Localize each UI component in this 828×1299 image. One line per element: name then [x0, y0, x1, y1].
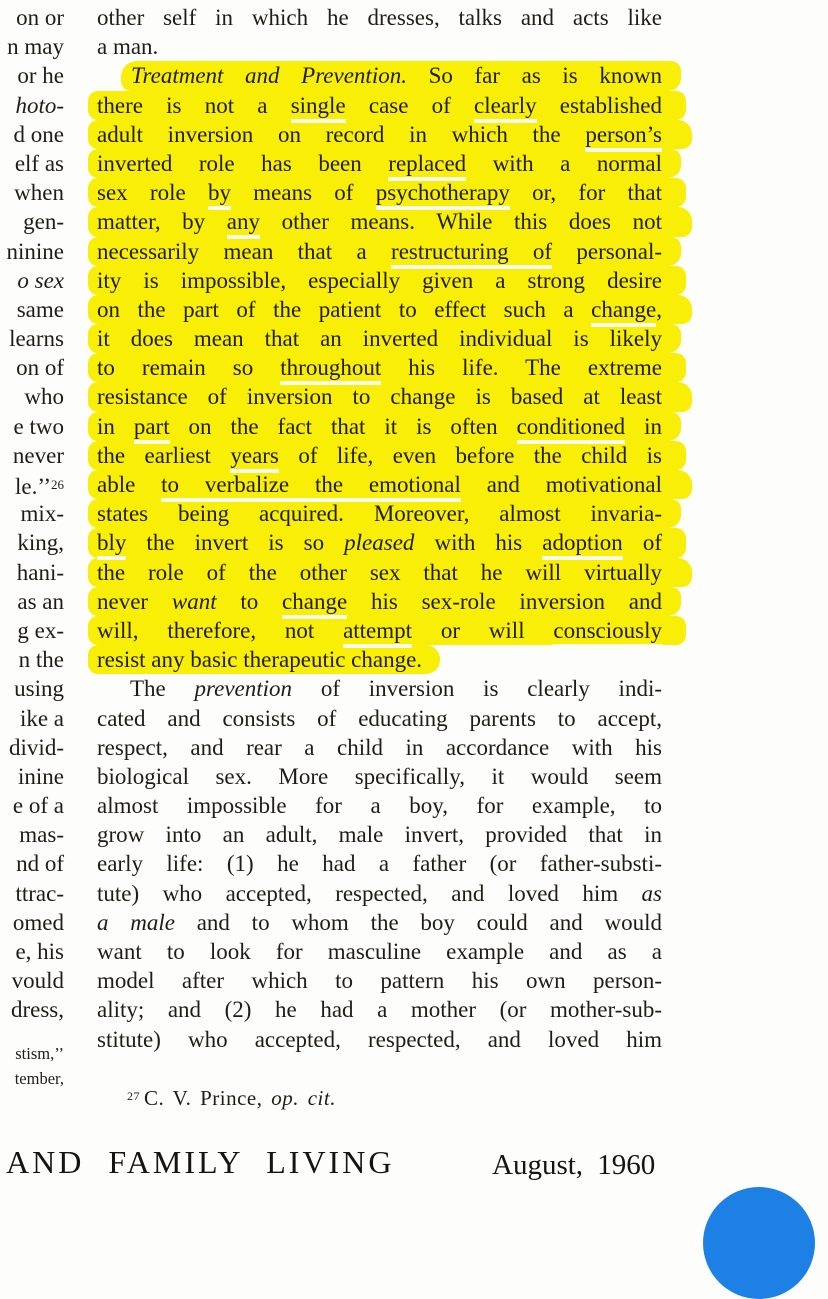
left-column-fragment	[0, 791, 64, 820]
highlighted-text-line	[88, 149, 681, 178]
text-segment: resistance of inversion to change is based at least	[97, 384, 662, 410]
left-column-fragment	[0, 120, 64, 149]
text-segment: le.’’	[15, 474, 51, 499]
left-column-fragment	[0, 995, 64, 1024]
text-segment: mix-	[20, 501, 64, 527]
text-segment: and to whom the boy could and would	[174, 909, 662, 935]
left-column-fragment	[0, 353, 64, 382]
left-column-fragment	[0, 32, 64, 61]
text-segment: or will	[412, 617, 554, 643]
footnote-citation: op. cit.	[271, 1086, 336, 1110]
text-segment: or, for that	[509, 180, 663, 206]
text-segment: to verbalize the emotional	[161, 472, 461, 502]
highlighted-text-line	[88, 207, 692, 236]
footnote-text: C. V. Prince,	[144, 1086, 272, 1110]
text-segment: a man.	[97, 34, 159, 60]
left-column-fragment	[0, 295, 64, 324]
left-column-fragment	[0, 499, 64, 528]
text-segment: when	[14, 180, 64, 206]
text-segment: means of	[230, 180, 376, 206]
text-line	[97, 1025, 662, 1054]
text-segment: ninine	[6, 238, 64, 264]
text-segment: of life, even before the child is	[278, 442, 662, 468]
highlighted-text-line	[88, 382, 692, 411]
paragraph-treatment-and-prevention	[97, 61, 662, 674]
left-column-fragment	[0, 674, 64, 703]
text-segment: matter, by	[97, 209, 227, 235]
text-segment: the invert is so	[126, 530, 345, 556]
left-column-fragment	[0, 207, 64, 236]
text-segment: bly	[97, 530, 126, 560]
left-column-footnote-fragment	[0, 1041, 64, 1066]
highlighted-text-line	[88, 528, 686, 557]
superscript-reference: 26	[51, 477, 64, 492]
text-line	[97, 674, 662, 703]
text-segment: in	[97, 413, 134, 439]
text-segment: to remain so	[97, 355, 281, 381]
text-segment: single	[291, 93, 346, 123]
highlighted-text-line	[88, 441, 686, 470]
text-segment: on the part of the patient to effect such a	[97, 296, 592, 322]
text-segment: replaced	[388, 151, 466, 181]
left-column-fragment	[0, 61, 64, 90]
text-segment: nd of	[16, 851, 64, 877]
highlighted-text-line	[88, 645, 440, 674]
text-line	[97, 908, 662, 937]
text-segment: o sex	[17, 267, 64, 293]
highlighted-text-line	[88, 91, 686, 120]
text-segment: it does mean that an inverted individual is likely	[97, 326, 662, 352]
text-segment: want to look for masculine example and as a	[97, 939, 662, 964]
text-segment: hoto-	[15, 92, 64, 118]
text-segment: inverted role has been	[97, 150, 389, 176]
text-line	[97, 704, 662, 733]
floating-action-button[interactable]	[703, 1187, 815, 1299]
text-segment: able	[97, 472, 162, 497]
text-segment: by	[208, 180, 231, 210]
journal-title-footer: AND FAMILY LIVING	[6, 1144, 395, 1180]
left-column-fragment	[0, 324, 64, 353]
text-segment: psychotherapy	[376, 180, 510, 210]
left-column-fragment	[0, 470, 64, 499]
text-segment: Treatment and Prevention.	[131, 63, 407, 89]
highlighted-text-line	[88, 412, 681, 441]
text-segment: and motivational	[460, 472, 662, 497]
left-column-fragment	[0, 91, 64, 120]
text-segment: omed	[12, 909, 64, 935]
text-segment: So far as is known	[406, 63, 662, 89]
text-segment: necessarily mean that a	[97, 238, 392, 264]
text-segment: vould	[11, 968, 64, 994]
left-column-fragment	[0, 966, 64, 995]
text-segment: restructuring of	[391, 239, 552, 269]
text-segment: model after which to pattern his own person-	[97, 968, 662, 994]
text-segment: other means. While this does not	[260, 209, 662, 235]
left-column-fragment	[0, 412, 64, 441]
highlighted-text-line	[88, 353, 686, 382]
issue-date-footer: August, 1960	[492, 1149, 656, 1181]
left-column-cut-fragments	[0, 3, 64, 1091]
text-segment: tember,	[14, 1068, 64, 1088]
left-column-fragment	[0, 645, 64, 674]
left-column-fragment	[0, 3, 64, 32]
main-text-column	[97, 3, 662, 1054]
text-segment: person’s	[585, 122, 662, 152]
text-segment: case of	[345, 92, 475, 118]
text-segment: learns	[9, 326, 64, 352]
highlighted-text-line	[88, 295, 692, 324]
left-column-fragment	[0, 237, 64, 266]
text-segment: never	[12, 442, 64, 468]
highlighted-text-line	[88, 558, 692, 587]
text-segment: elf as	[14, 150, 64, 176]
text-line	[97, 849, 662, 878]
text-segment: ,	[656, 296, 662, 322]
text-segment: prevention	[194, 676, 293, 702]
text-segment: his life. The extreme	[381, 355, 662, 381]
text-segment: respect, and rear a child in accordance with his	[97, 734, 662, 760]
highlighted-text-line	[88, 470, 692, 499]
left-column-footnote-fragment	[0, 1066, 64, 1091]
text-segment: will, therefore, not	[97, 617, 344, 643]
text-segment: other self in which he dresses, talks and acts like	[97, 5, 662, 30]
left-column-fragment	[0, 616, 64, 645]
left-column-fragment	[0, 149, 64, 178]
text-segment: king,	[17, 530, 64, 556]
text-segment: g ex-	[17, 617, 64, 643]
text-segment: e of a	[12, 793, 64, 819]
text-segment: of	[622, 530, 662, 556]
highlighted-text-line	[88, 178, 686, 207]
highlighted-text-line	[88, 499, 681, 528]
left-column-fragment	[0, 441, 64, 470]
left-column-fragment	[0, 879, 64, 908]
text-segment: hani-	[16, 559, 64, 585]
left-column-fragment	[0, 266, 64, 295]
text-segment: using	[14, 676, 64, 702]
paragraph-intro-continuation	[97, 3, 662, 61]
text-segment: there is not a	[97, 92, 291, 118]
text-segment: The	[130, 676, 195, 702]
text-segment: ality; and (2) he had a mother (or mother-sub-	[97, 997, 662, 1023]
left-column-fragment	[0, 937, 64, 966]
text-segment: n may	[7, 34, 64, 60]
text-line	[97, 32, 662, 61]
left-column-fragment	[0, 558, 64, 587]
text-segment: never	[97, 588, 172, 614]
text-segment: on the fact that it is often	[169, 413, 517, 439]
text-segment: on of	[16, 355, 64, 381]
text-segment: throughout	[280, 355, 381, 385]
text-segment: same	[16, 296, 64, 322]
text-segment: his sex-role inversion and	[347, 588, 663, 614]
text-segment: to	[216, 588, 283, 614]
text-line	[97, 3, 662, 32]
text-segment: ttrac-	[15, 880, 64, 906]
text-segment: who	[24, 384, 64, 410]
text-segment: of inversion is clearly indi-	[292, 676, 662, 702]
left-column-fragment	[0, 908, 64, 937]
paragraph-prevention-paragraph	[97, 674, 662, 1053]
text-segment: n the	[18, 647, 64, 673]
highlighted-text-line	[88, 324, 681, 353]
text-segment: adult inversion on record in which the	[97, 121, 586, 147]
text-segment: tute) who accepted, respected, and loved him	[97, 880, 642, 906]
left-column-fragment	[0, 178, 64, 207]
text-segment: stitute) who accepted, respected, and loved him	[97, 1026, 662, 1052]
text-segment: change	[282, 589, 347, 619]
text-segment: early life: (1) he had a father (or father-substi-	[97, 851, 662, 877]
text-segment: conditioned	[517, 414, 626, 444]
left-column-fragment	[0, 382, 64, 411]
highlighted-text-line	[88, 587, 681, 616]
text-segment: the role of the other sex that he will virtually	[97, 559, 662, 585]
text-line	[97, 879, 662, 908]
text-segment: change	[591, 297, 656, 327]
text-segment: biological sex. More specifically, it would seem	[97, 763, 662, 789]
footnote	[127, 1086, 336, 1111]
text-segment: attempt	[343, 618, 412, 648]
left-column-fragment	[0, 820, 64, 849]
text-segment: with his	[414, 530, 543, 556]
text-segment: adoption	[542, 530, 623, 560]
text-segment: clearly	[474, 93, 537, 123]
text-segment: on or	[16, 5, 64, 30]
text-line	[97, 791, 662, 820]
highlighted-text-line	[88, 237, 681, 266]
text-line	[97, 937, 662, 966]
text-segment: as an	[17, 588, 64, 614]
text-segment: grow into an adult, male invert, provided that in	[97, 822, 662, 848]
highlighted-text-line	[88, 616, 686, 645]
text-segment: d one	[13, 121, 64, 147]
highlighted-text-line	[121, 61, 681, 90]
text-line	[97, 762, 662, 791]
text-segment: inine	[18, 763, 64, 789]
text-segment: divid-	[9, 734, 64, 760]
text-segment: resist any basic therapeutic change.	[97, 647, 423, 673]
text-segment: mas-	[19, 822, 64, 848]
text-line	[97, 733, 662, 762]
text-segment: states being acquired. Moreover, almost invaria-	[97, 501, 662, 527]
text-segment: want	[171, 588, 217, 614]
left-column-fragment	[0, 849, 64, 878]
text-segment: ike a	[19, 705, 64, 731]
text-segment: or he	[17, 63, 64, 89]
text-segment: any	[227, 209, 260, 239]
text-segment: stism,’’	[15, 1043, 64, 1063]
text-segment: with a normal	[466, 150, 662, 176]
text-segment: personal-	[552, 238, 662, 264]
text-segment: almost impossible for a boy, for example, to	[97, 793, 662, 819]
text-line	[97, 820, 662, 849]
highlighted-text-line	[88, 120, 692, 149]
left-column-fragment	[0, 704, 64, 733]
text-line	[97, 995, 662, 1024]
text-segment: as	[641, 880, 662, 906]
text-segment: established	[536, 92, 662, 118]
text-segment: cated and consists of educating parents to accept,	[97, 705, 662, 731]
text-segment: ity is impossible, especially given a strong desire	[97, 267, 662, 293]
highlighted-text-line	[88, 266, 686, 295]
left-column-fragment	[0, 733, 64, 762]
text-segment: sex role	[97, 180, 208, 206]
text-segment: years	[230, 443, 279, 473]
text-segment: pleased	[344, 530, 415, 556]
left-column-fragment	[0, 587, 64, 616]
text-segment: in	[625, 413, 663, 439]
left-column-fragment	[0, 528, 64, 557]
text-segment: e two	[13, 413, 64, 439]
text-segment: the earliest	[97, 442, 231, 468]
text-segment: part	[134, 414, 170, 444]
left-column-fragment	[0, 762, 64, 791]
text-segment: consciously	[553, 618, 662, 648]
text-segment: e, his	[15, 939, 64, 964]
text-segment: dress,	[10, 997, 64, 1023]
text-line	[97, 966, 662, 995]
text-segment: a male	[97, 909, 175, 935]
footnote-marker: 27	[127, 1089, 140, 1103]
text-segment: gen-	[23, 209, 64, 235]
